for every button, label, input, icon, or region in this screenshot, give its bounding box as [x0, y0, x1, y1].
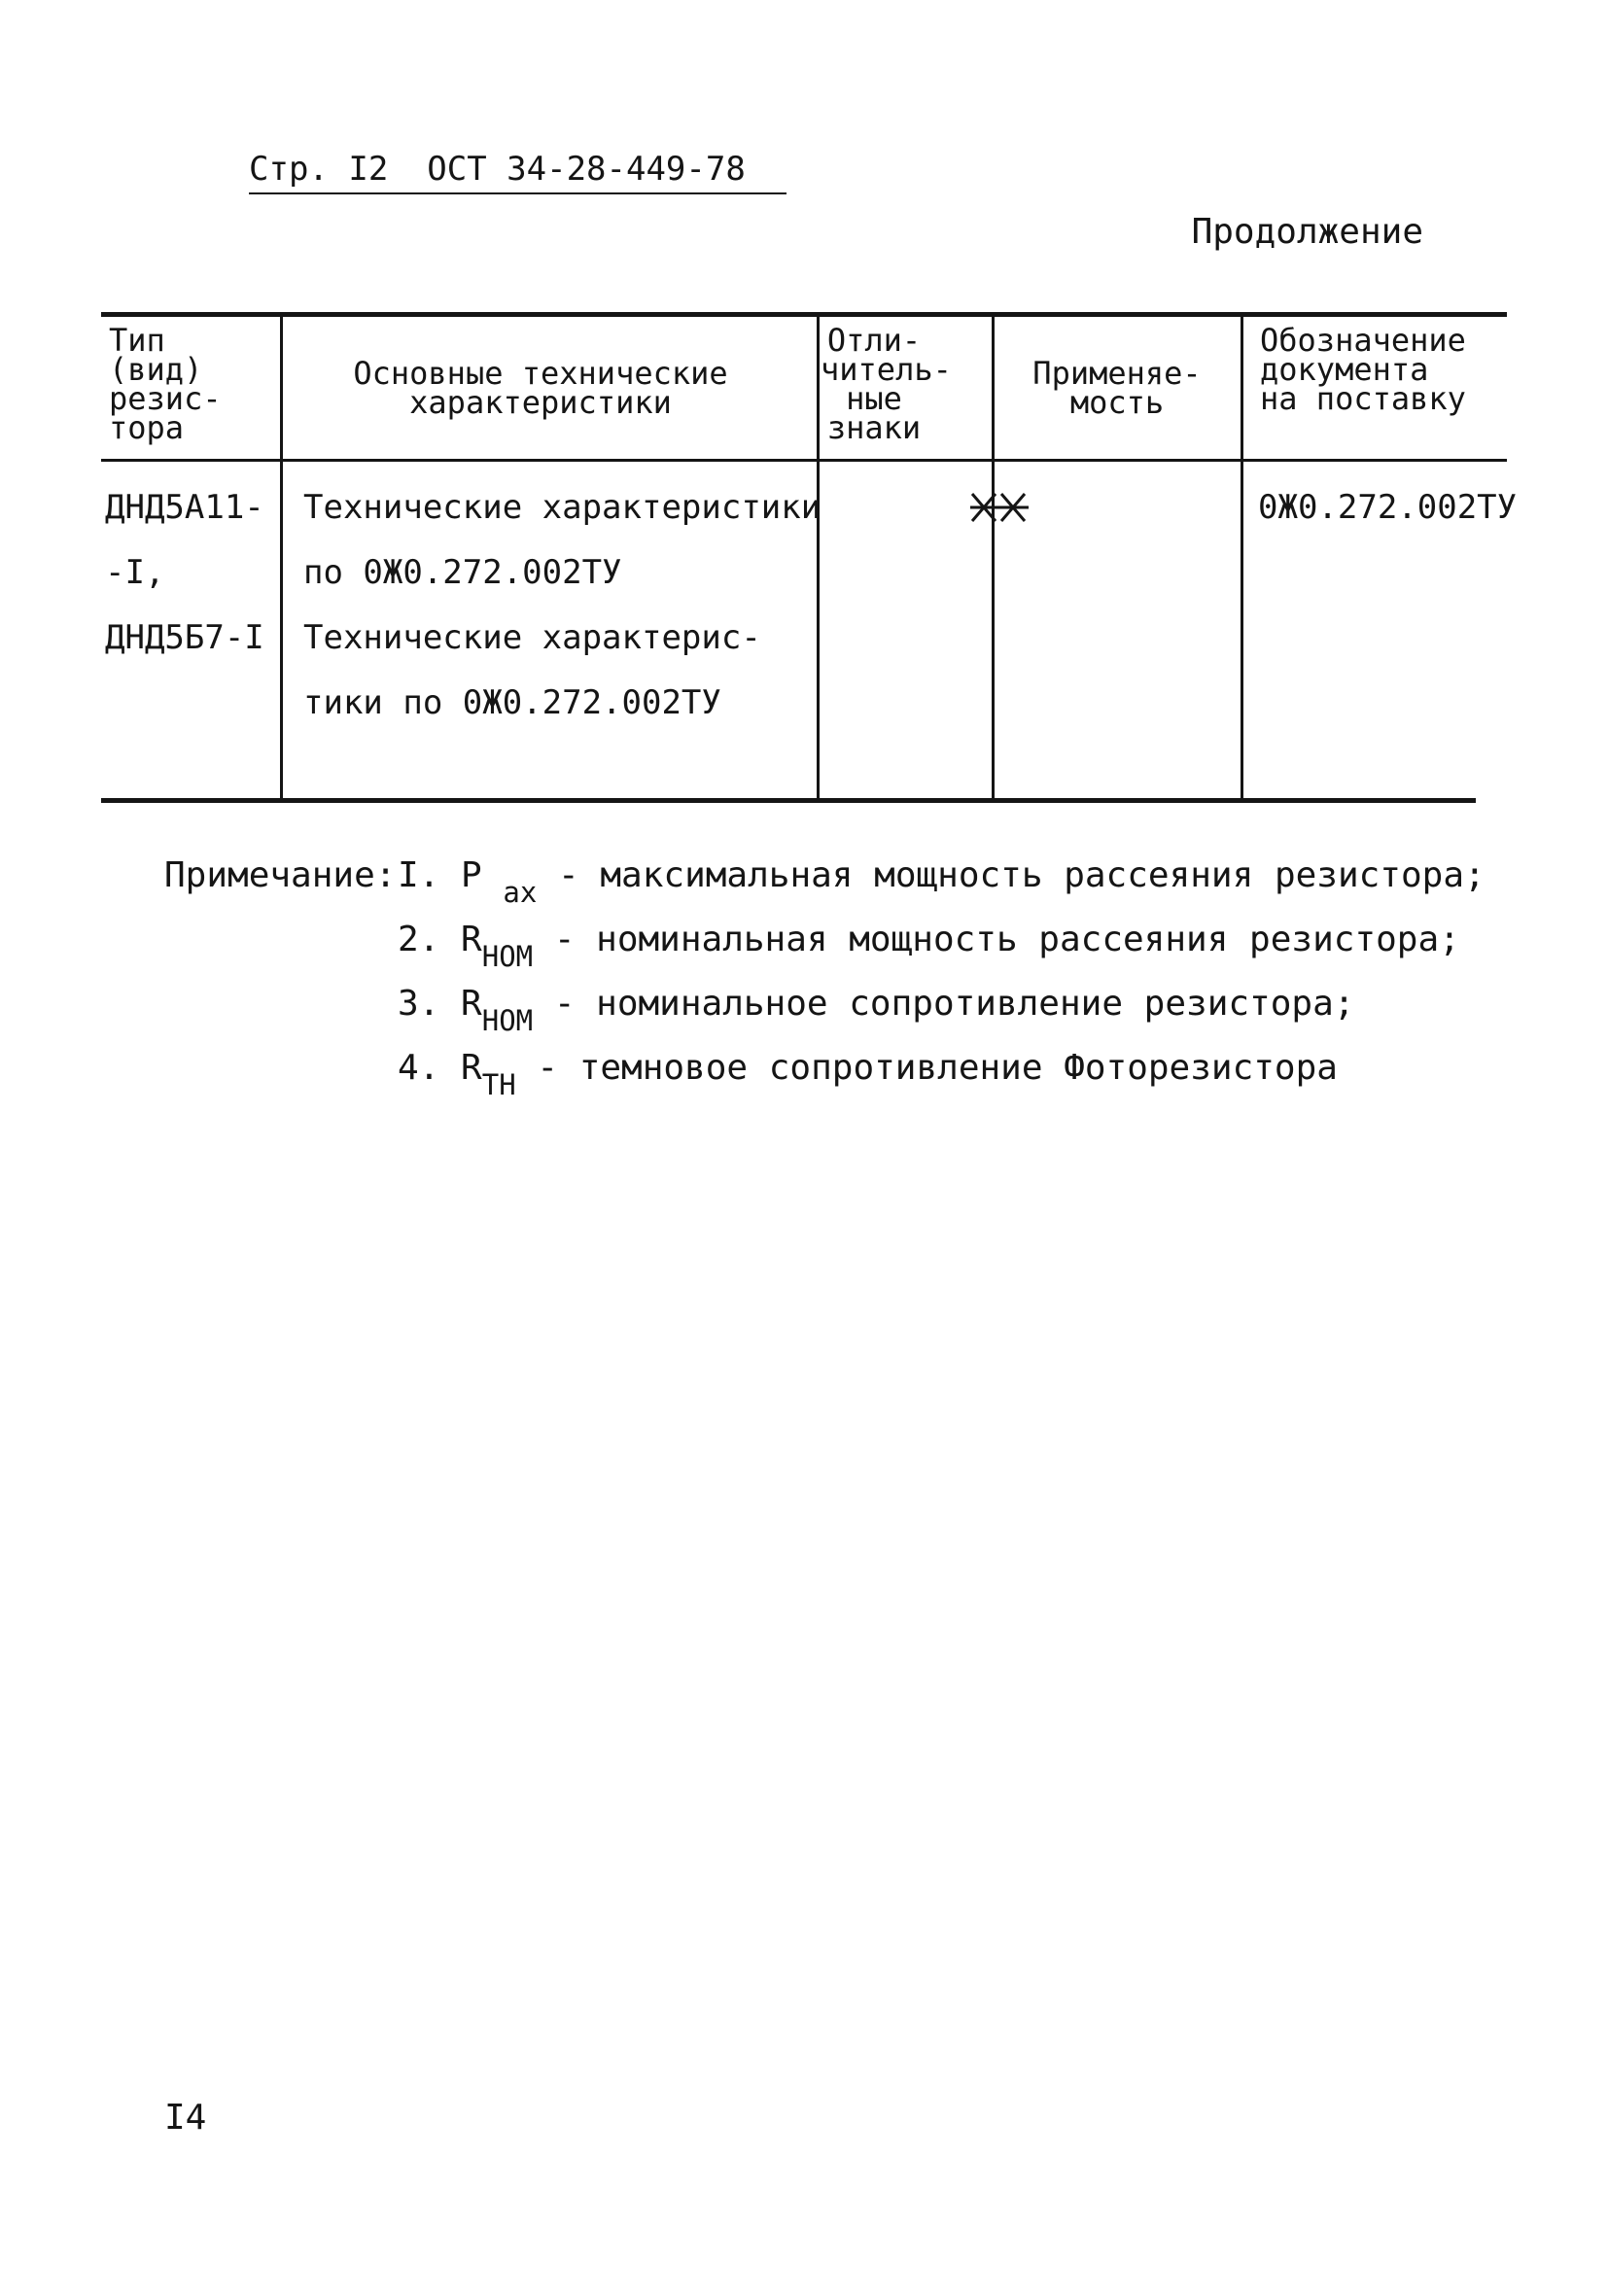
- document-cell: 0Ж0.272.002ТУ: [1258, 488, 1518, 527]
- type-line: -I,: [105, 553, 165, 592]
- table-header-rule: [101, 459, 1507, 462]
- column-header-marks: Отли- читель- ные знаки: [821, 322, 952, 446]
- standard-number: ОСТ 34-28-449-78: [427, 150, 746, 189]
- spec-line: Технические характерис-: [303, 618, 761, 657]
- spec-line: тики по 0Ж0.272.002ТУ: [303, 683, 721, 722]
- continuation-label: Продолжение: [1191, 212, 1423, 252]
- column-divider: [280, 317, 283, 798]
- column-header-specs: Основные технические характеристики: [353, 355, 728, 421]
- spec-line: Технические характеристики: [303, 488, 821, 527]
- page-label: Стр. I2: [249, 150, 389, 189]
- note-item: I. P $_{ax}$ - максимальная мощность рассеяния резистора;: [398, 855, 1486, 909]
- spec-line: по 0Ж0.272.002ТУ: [303, 553, 622, 592]
- type-line: ДНД5Б7-I: [105, 618, 264, 657]
- note-item: 4. $R_{ТН}$ - темновое сопротивление Фоторезистора: [398, 1048, 1338, 1101]
- column-divider: [992, 317, 995, 798]
- column-header-document: Обозначение документа на поставку: [1260, 322, 1466, 417]
- page-number: I4: [164, 2098, 207, 2138]
- column-header-type: Тип (вид) резис- тора: [109, 322, 222, 446]
- note-item: 2. $R_{НОМ}$ - номинальная мощность рассеяния резистора;: [398, 920, 1460, 973]
- column-divider: [1241, 317, 1243, 798]
- page-header: [249, 150, 787, 194]
- note-label: Примечание:: [164, 855, 397, 895]
- specs-cell: [303, 475, 821, 736]
- table-top-rule: [101, 312, 1507, 317]
- type-line: ДНД5А11-: [105, 488, 264, 527]
- table-bottom-rule: [101, 798, 1476, 803]
- column-header-applicability: Применяе- мость: [1032, 355, 1202, 421]
- note-item: 3. $R_{НОМ}$ - номинальное сопротивление резистора;: [398, 984, 1355, 1037]
- double-cross-mark-icon: [968, 488, 1031, 527]
- resistor-type-cell: [105, 475, 264, 671]
- resistor-table: [101, 312, 1518, 802]
